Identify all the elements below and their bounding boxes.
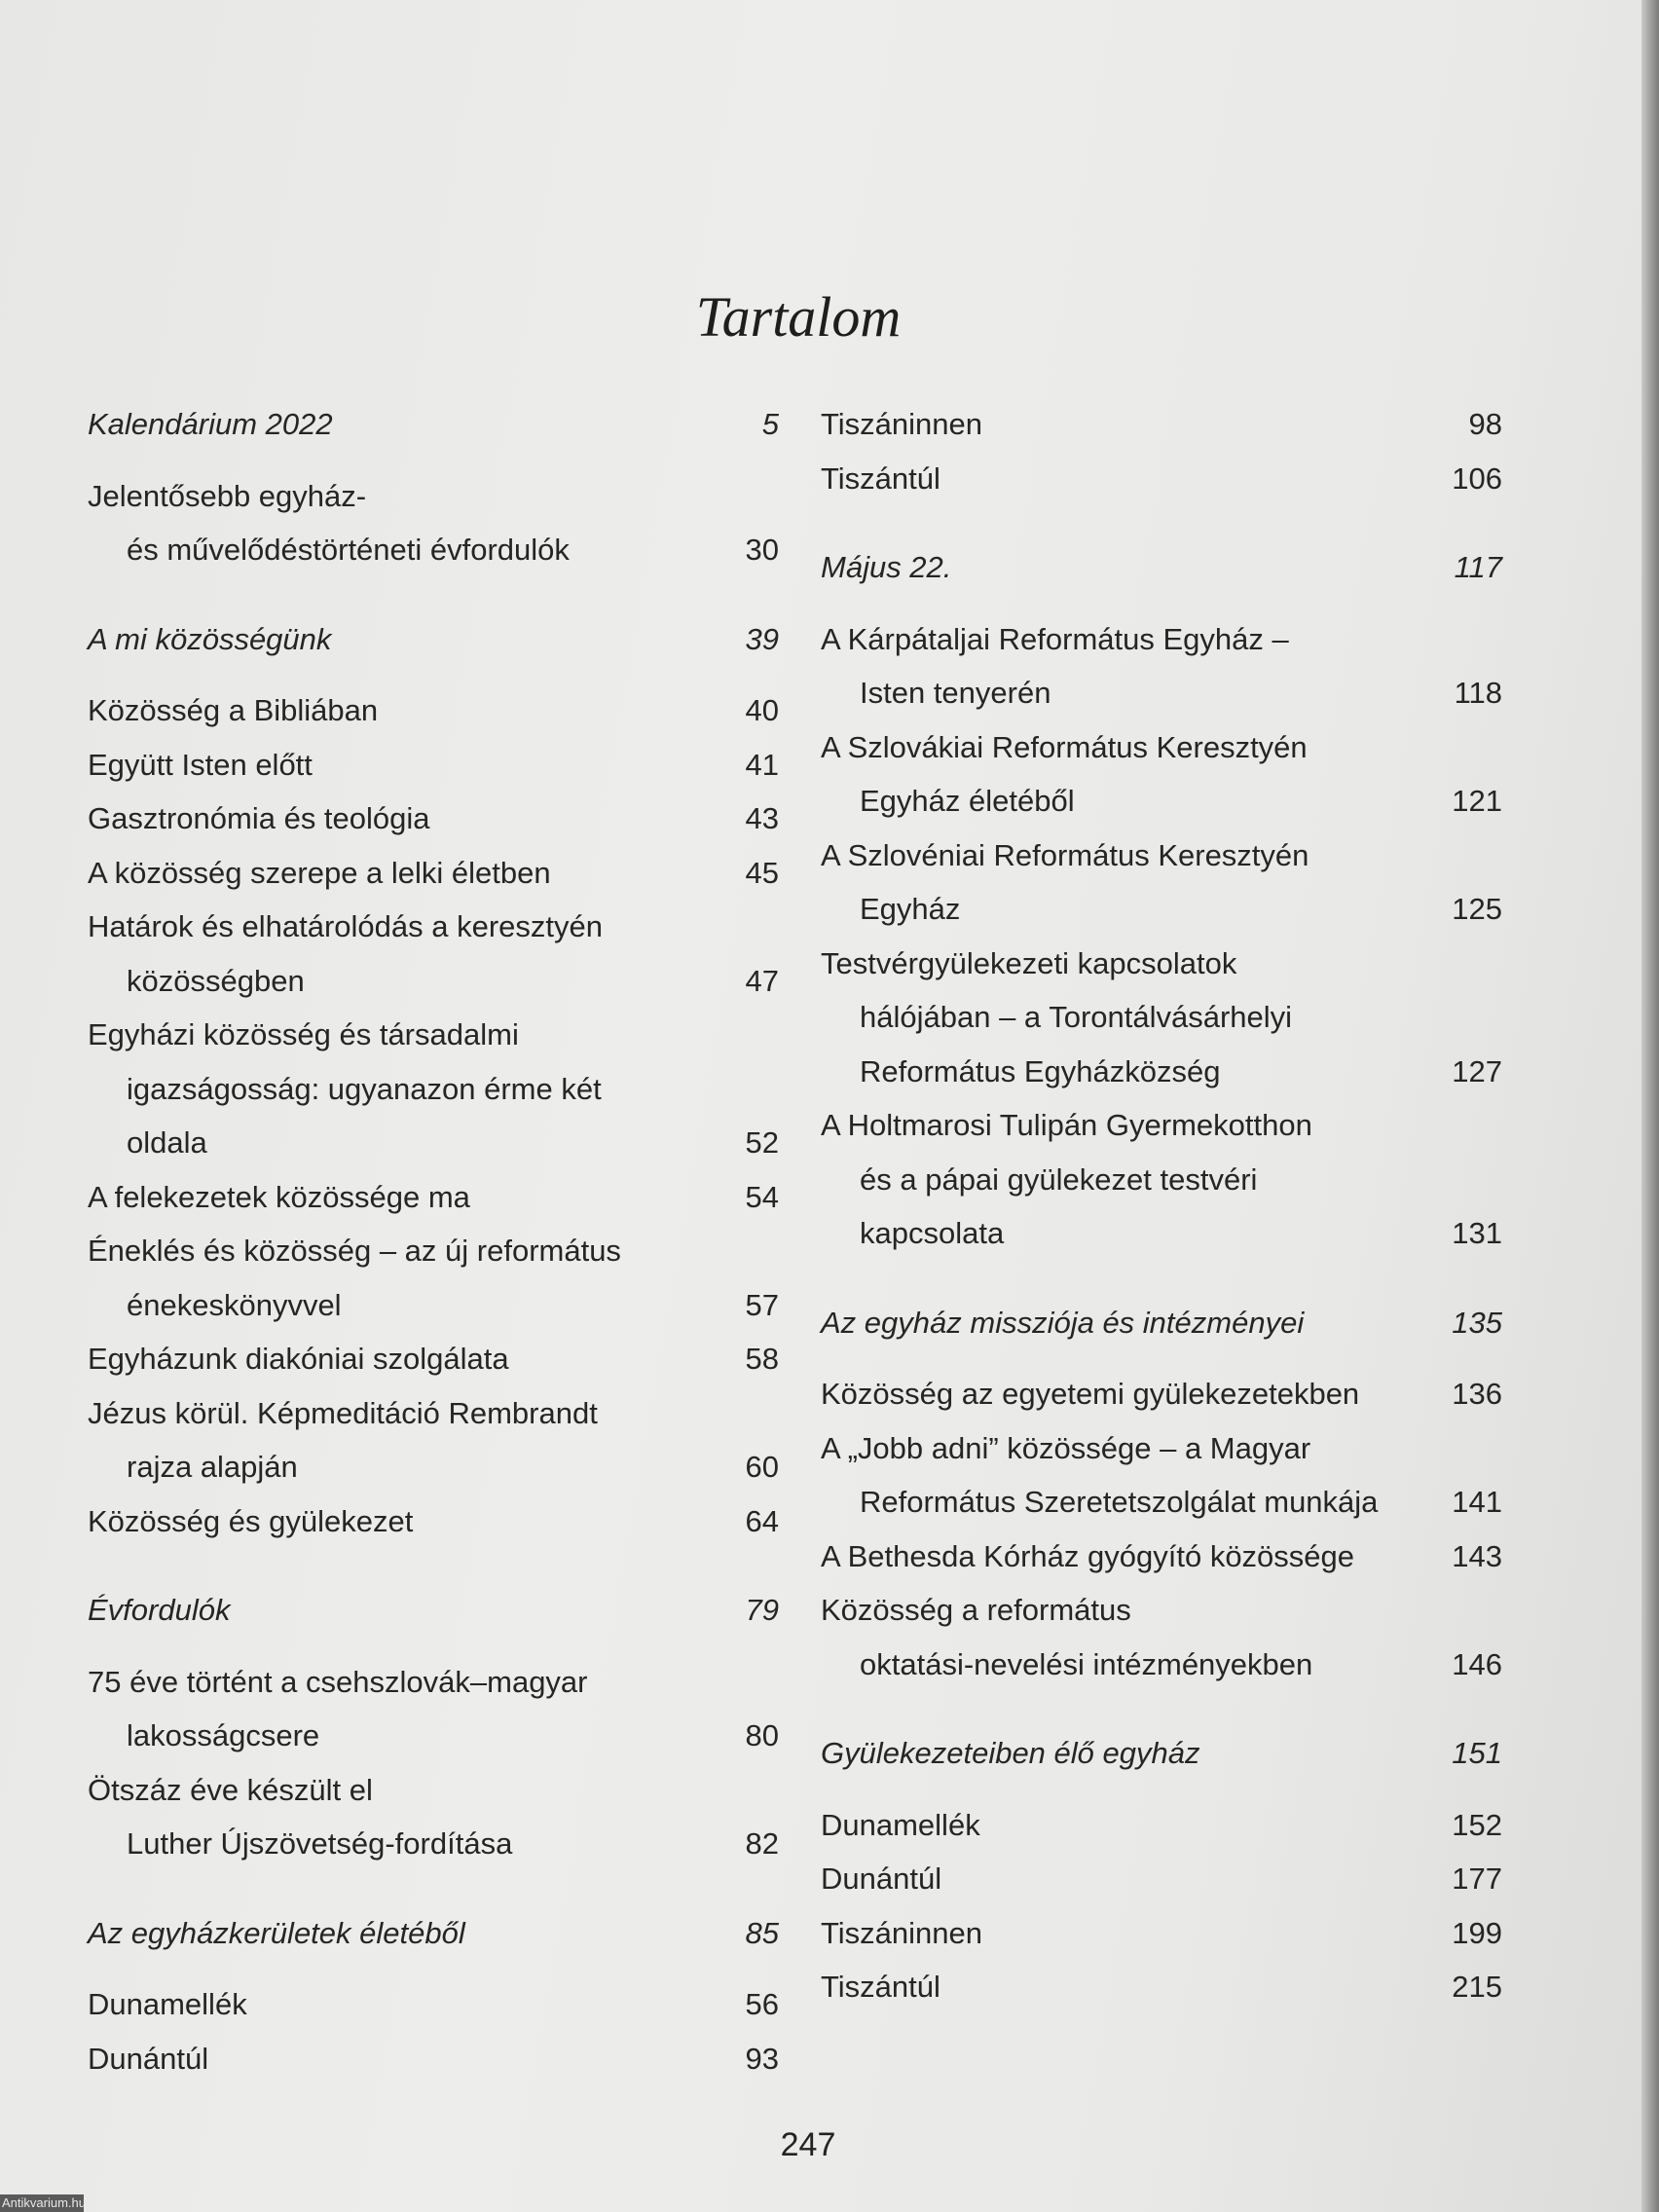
toc-entry-page: 30 [745, 533, 779, 567]
toc-entry-page: 5 [761, 407, 779, 441]
toc-entry-page: 106 [1452, 461, 1502, 496]
toc-entry [821, 452, 1502, 506]
page-number: 247 [780, 2126, 836, 2163]
toc-entry-title: Tiszántúl [821, 1970, 940, 2004]
toc-entry [88, 1763, 779, 1871]
toc-entry-title: és művelődéstörténeti évfordulók [127, 533, 570, 567]
toc-section-heading [88, 612, 779, 667]
toc-entry-title: A mi közösségünk [88, 621, 332, 656]
toc-entry-title: A Szlovéniai Református Keresztyén [821, 837, 1309, 872]
toc-entry-title: A Szlovákiai Református Keresztyén [821, 729, 1308, 764]
toc-entry-page: 93 [745, 2041, 779, 2076]
toc-entry [821, 1960, 1502, 2014]
toc-entry-title: Luther Újszövetség-fordítása [127, 1826, 513, 1861]
toc-entry-page: 57 [745, 1287, 779, 1322]
toc-entry-page: 136 [1452, 1377, 1502, 1411]
toc-entry-title: A közösség szerepe a lelki életben [88, 855, 551, 890]
toc-entry-page: 45 [745, 855, 779, 890]
toc-entry-title: közösségben [127, 963, 305, 998]
toc-entry-title: hálójában – a Torontálvásárhelyi [860, 1000, 1293, 1034]
toc-entry-page: 141 [1452, 1485, 1502, 1519]
toc-entry-title: Jézus körül. Képmeditáció Rembrandt [88, 1395, 598, 1430]
toc-entry-title: Egyházi közösség és társadalmi [88, 1017, 519, 1051]
toc-entry-title: Május 22. [821, 550, 952, 584]
toc-section-heading [821, 540, 1502, 595]
toc-entry-page: 85 [745, 1915, 779, 1950]
toc-entry [88, 792, 779, 846]
page-title: Tartalom [695, 285, 902, 349]
toc-entry [88, 1494, 779, 1549]
toc-entry-page: 40 [745, 693, 779, 727]
toc-entry-title: Az egyházkerületek életéből [88, 1915, 465, 1950]
toc-entry-title: Ötszáz éve készült el [88, 1772, 373, 1807]
toc-entry-title: Tiszántúl [821, 461, 940, 496]
toc-entry-title: Közösség és gyülekezet [88, 1503, 414, 1538]
toc-right-column [821, 397, 1502, 2014]
toc-entry-page: 151 [1452, 1736, 1502, 1770]
toc-entry-title: A felekezetek közössége ma [88, 1179, 470, 1214]
toc-entry [821, 1367, 1502, 1421]
toc-entry-page: 56 [745, 1987, 779, 2021]
toc-entry-page: 135 [1452, 1305, 1502, 1340]
toc-entry [88, 683, 779, 738]
toc-entry [88, 846, 779, 901]
toc-entry-title: énekeskönyvvel [127, 1287, 342, 1322]
toc-entry-title: Dunántúl [88, 2041, 209, 2076]
toc-entry [88, 1332, 779, 1386]
toc-entry-title: Jelentősebb egyház- [88, 478, 367, 513]
toc-entry [821, 1530, 1502, 1584]
toc-entry-title: Egyház életéből [860, 784, 1075, 818]
toc-left-column [88, 397, 779, 2085]
toc-entry-title: Határok és elhatárolódás a keresztyén [88, 909, 604, 943]
toc-entry-title: Közösség a református [821, 1593, 1131, 1627]
toc-entry-title: 75 éve történt a csehszlovák–magyar [88, 1664, 588, 1699]
toc-entry-title: Református Egyházközség [860, 1053, 1221, 1088]
toc-entry-title: Évfordulók [88, 1593, 231, 1627]
toc-entry-title: Kalendárium 2022 [88, 407, 333, 441]
toc-entry-title: Dunántúl [821, 1862, 942, 1896]
toc-entry [88, 1224, 779, 1332]
toc-entry-title: Egyház [860, 892, 961, 926]
toc-entry [88, 469, 779, 577]
toc-entry-title: lakosságcsere [127, 1718, 320, 1752]
toc-entry-page: 125 [1452, 892, 1502, 926]
toc-entry-page: 131 [1452, 1216, 1502, 1250]
toc-entry-title: A Kárpátaljai Református Egyház – [821, 621, 1289, 656]
toc-entry-page: 52 [745, 1125, 779, 1160]
toc-entry-title: Református Szeretetszolgálat munkája [860, 1485, 1379, 1519]
toc-entry-page: 215 [1452, 1970, 1502, 2004]
toc-entry-title: Az egyház missziója és intézményei [821, 1305, 1305, 1340]
toc-entry-title: Gasztronómia és teológia [88, 801, 430, 835]
toc-entry-title: Gyülekezeteiben élő egyház [821, 1736, 1200, 1770]
toc-entry-title: Tiszáninnen [821, 1915, 983, 1950]
toc-entry-title: A Holtmarosi Tulipán Gyermekotthon [821, 1108, 1312, 1142]
toc-section-heading [821, 1296, 1502, 1350]
toc-entry [88, 1655, 779, 1763]
toc-entry [88, 1977, 779, 2032]
toc-entry-title: Tiszáninnen [821, 407, 983, 441]
toc-entry-page: 39 [745, 621, 779, 656]
toc-entry-page: 60 [745, 1450, 779, 1484]
toc-entry-title: Dunamellék [88, 1987, 247, 2021]
toc-entry [821, 1421, 1502, 1530]
toc-entry [821, 829, 1502, 937]
toc-entry-title: Közösség a Bibliában [88, 693, 379, 727]
toc-section-heading [88, 1906, 779, 1961]
toc-entry-title: oktatási-nevelési intézményekben [860, 1646, 1313, 1681]
toc-entry-page: 118 [1454, 676, 1502, 710]
toc-entry-title: Együtt Isten előtt [88, 747, 313, 782]
toc-entry-page: 177 [1452, 1862, 1502, 1896]
toc-entry-page: 41 [745, 747, 779, 782]
toc-entry [821, 397, 1502, 452]
toc-entry-page: 143 [1452, 1538, 1502, 1573]
toc-entry-page: 54 [745, 1179, 779, 1214]
toc-entry [88, 1170, 779, 1225]
toc-entry [88, 1386, 779, 1494]
toc-entry [88, 1008, 779, 1170]
toc-entry-page: 117 [1454, 550, 1502, 584]
toc-entry [88, 738, 779, 793]
toc-entry-title: igazságosság: ugyanazon érme két [127, 1071, 602, 1106]
toc-entry [821, 1583, 1502, 1691]
toc-entry-page: 152 [1452, 1807, 1502, 1842]
toc-entry-page: 98 [1468, 407, 1502, 441]
toc-entry-page: 82 [745, 1826, 779, 1861]
toc-entry [821, 1852, 1502, 1906]
toc-entry-page: 43 [745, 801, 779, 835]
toc-entry [821, 1798, 1502, 1853]
toc-entry-page: 80 [745, 1718, 779, 1752]
toc-entry-title: és a pápai gyülekezet testvéri [860, 1161, 1258, 1197]
toc-entry-page: 58 [745, 1342, 779, 1376]
toc-entry-page: 127 [1452, 1053, 1502, 1088]
toc-entry-page: 64 [745, 1503, 779, 1538]
toc-entry [821, 937, 1502, 1099]
toc-entry-page: 47 [745, 963, 779, 998]
toc-entry [821, 720, 1502, 829]
toc-entry-title: Közösség az egyetemi gyülekezetekben [821, 1377, 1360, 1411]
toc-entry-title: Isten tenyerén [860, 676, 1051, 710]
page-edge [1641, 0, 1659, 2212]
toc-section-heading [88, 397, 779, 452]
toc-section-heading [821, 1726, 1502, 1781]
toc-entry-page: 79 [745, 1593, 779, 1627]
toc-entry-title: kapcsolata [860, 1216, 1005, 1250]
toc-entry-title: A „Jobb adni” közössége – a Magyar [821, 1430, 1311, 1465]
toc-entry-title: Egyházunk diakóniai szolgálata [88, 1342, 509, 1376]
toc-entry-page: 146 [1452, 1646, 1502, 1681]
toc-entry-page: 199 [1452, 1915, 1502, 1950]
toc-entry [821, 1098, 1502, 1261]
toc-entry [821, 612, 1502, 720]
toc-entry [88, 900, 779, 1008]
toc-entry [821, 1906, 1502, 1961]
toc-entry-title: rajza alapján [127, 1450, 298, 1484]
watermark: Antikvarium.hu [2, 2195, 86, 2210]
toc-entry-page: 121 [1452, 784, 1502, 818]
toc-entry-title: A Bethesda Kórház gyógyító közössége [821, 1538, 1355, 1573]
toc-entry [88, 2032, 779, 2086]
toc-entry-title: Éneklés és közösség – az új református [88, 1234, 621, 1268]
toc-entry-title: Dunamellék [821, 1807, 980, 1842]
toc-entry-title: Testvérgyülekezeti kapcsolatok [821, 945, 1237, 980]
toc-section-heading [88, 1583, 779, 1638]
toc-entry-title: oldala [127, 1125, 207, 1160]
